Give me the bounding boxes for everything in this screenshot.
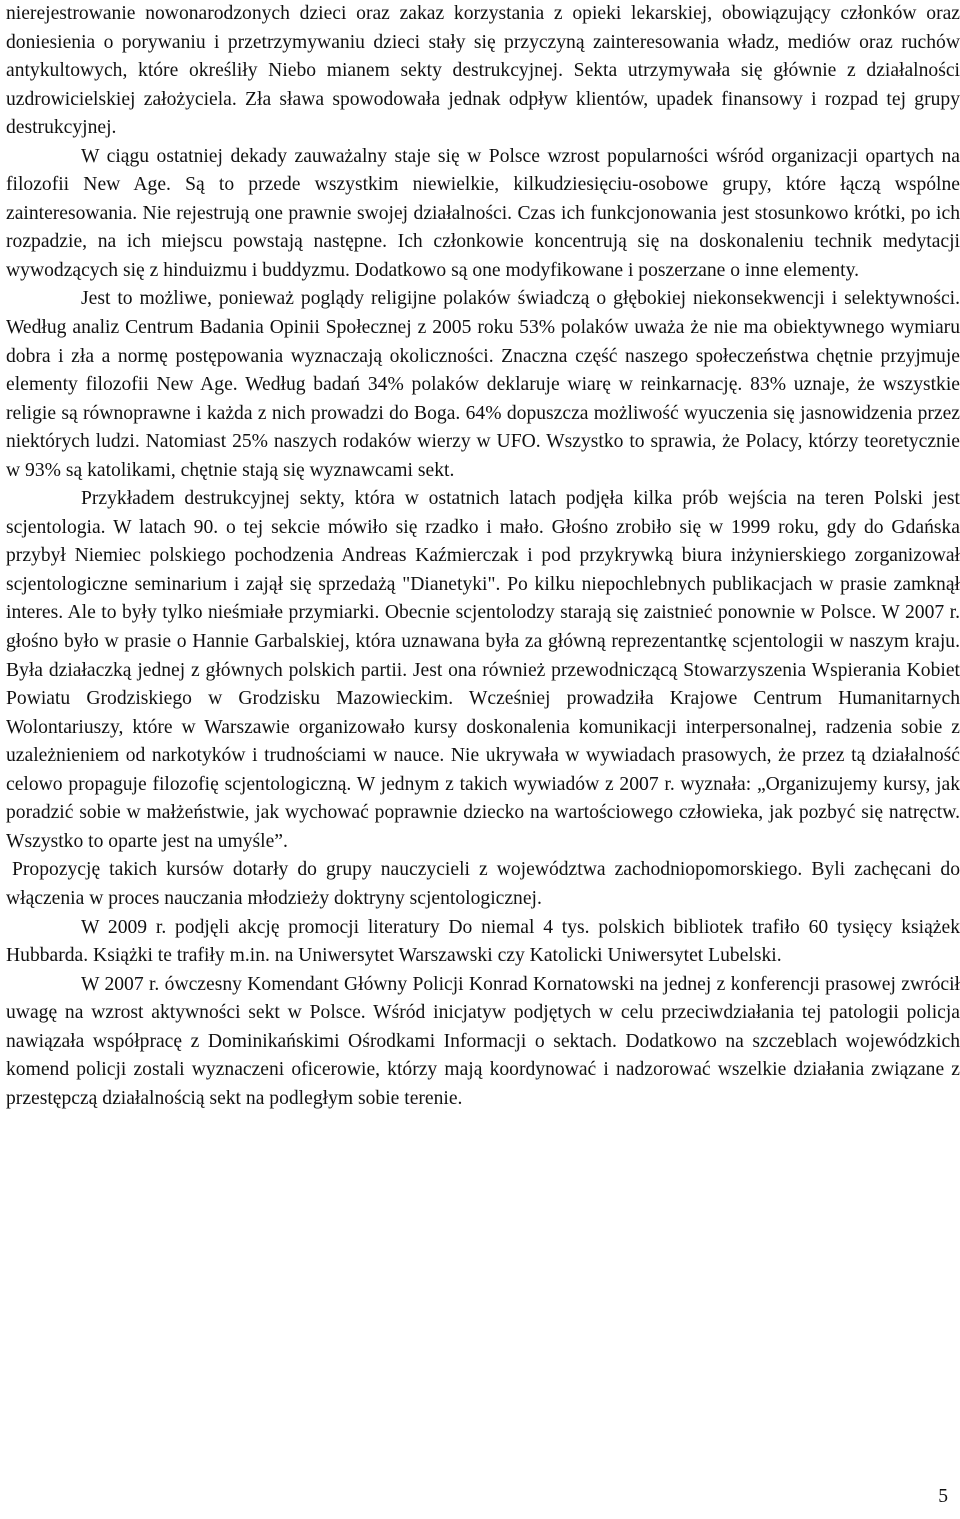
document-page [6, 0, 960, 1113]
paragraph-course-proposals: Propozycję takich kursów dotarły do grupy nauczycieli z województwa zachodniopomorskiego. Byli zachęcani do włączenia w proces nauczania młodzieży doktryny scjentologicznej. [6, 859, 960, 909]
paragraph-book-promotion: W 2009 r. podjęli akcję promocji literatury Do niemal 4 tys. polskich bibliotek trafiło 60 tysięcy książek Hubbarda. Książki te trafiły m.in. na Uniwersytet Warszawski czy Katolicki Uniwersytet Lubelski. [6, 916, 960, 967]
paragraph-new-age-groups: W ciągu ostatniej dekady zauważalny staje się w Polsce wzrost popularności wśród organizacji opartych na filozofii New Age. Są to przede wszystkim niewielkie, kilkudziesięciu-osobowe grupy, które łączą wspólne zainteresowania. Nie rejestrują one prawnie swojej działalności. Czas ich funkcjonowania jest stosunkowo krótki, po ich rozpadzie, na ich miejscu powstają następne. Ich członkowie koncentrują się na doskonaleniu technik medytacji wywodzących się z hinduizmu i buddyzmu. Dodatkowo są one modyfikowane i poszerzane o inne elementy. [6, 145, 960, 281]
page-number: 5 [938, 1486, 948, 1507]
paragraph-sect-heaven: nierejestrowanie nowonarodzonych dzieci oraz zakaz korzystania z opieki lekarskiej, obowiązujący członków oraz doniesienia o porywaniu i przetrzymywaniu dzieci stały się przyczyną zainteresowania władz, mediów oraz ruchów antykultowych, które określiły Niebo mianem sekty destrukcyjnej. Sekta utrzymywała się głównie z działalności uzdrowicielskiej założyciela. Zła sława spowodowała jednak odpływ klientów, upadek finansowy i rozpad tej grupy destrukcyjnej. [6, 3, 960, 139]
paragraph-scientology: Przykładem destrukcyjnej sekty, która w ostatnich latach podjęła kilka prób wejścia na teren Polski jest scjentologia. W latach 90. o tej sekcie mówiło się rzadko i mało. Głośno zrobiło się w 1999 roku, gdy do Gdańska przybył Niemiec polskiego pochodzenia Andreas Kaźmierczak i pod przykrywką biura inżynierskiego zorganizował scjentologiczne seminarium i zajął się sprzedażą "Dianetyki". Po kilku niepochlebnych publikacjach w prasie zamknął interes. Ale to były tylko nieśmiałe przymiarki. Obecnie scjentolodzy starają się zaistnieć ponownie w Polsce. W 2007 r. głośno było w prasie o Hannie Garbalskiej, która uznawana była za główną reprezentantkę scjentologii w naszym kraju. Była działaczką jednej z głównych polskich partii. Jest ona również przewodniczącą Stowarzyszenia Wspierania Kobiet Powiatu Grodziskiego w Grodzisku Mazowieckim. Wcześniej prowadziła Krajowe Centrum Humanitarnych Wolontariuszy, które w Warszawie organizowało kursy doskonalenia komunikacji interpersonalnej, radzenia sobie z uzależnieniem od narkotyków i trudnościami w nauce. Nie ukrywała w wywiadach prasowych, że przez tą działalność celowo propaguje filozofię scjentologiczną. W jednym z takich wywiadów z 2007 r. wyznała: „Organizujemy kursy, jak poradzić sobie w małżeństwie, jak wychować poprawnie dziecko na wartościowego człowieka, jak pozbyć się natręctw. Wszystko to oparte jest na umyśle”. [6, 488, 960, 852]
paragraph-religious-views: Jest to możliwe, ponieważ poglądy religijne polaków świadczą o głębokiej niekonsekwencji i selektywności. Według analiz Centrum Badania Opinii Społecznej z 2005 roku 53% polaków uważa że nie ma obiektywnego wymiaru dobra i zła a normę postępowania wyznaczają okoliczności. Znaczna część naszego społeczeństwa chętnie przyjmuje elementy filozofii New Age. Według badań 34% polaków deklaruje wiarę w reinkarnację. 83% uznaje, że wszystkie religie są równoprawne i każda z nich prowadzi do Boga. 64% dopuszcza możliwość wyuczenia się jasnowidzenia przez niektórych ludzi. Natomiast 25% naszych rodaków wierzy w UFO. Wszystko to sprawia, że Polacy, którzy teoretycznie w 93% są katolikami, chętnie stają się wyznawcami sekt. [6, 288, 960, 481]
paragraph-police-response: W 2007 r. ówczesny Komendant Główny Policji Konrad Kornatowski na jednej z konferencji prasowej zwrócił uwagę na wzrost aktywności sekt w Polsce. Wśród inicjatyw podjętych w celu przeciwdziałania tej patologii policja nawiązała współpracę z Dominikańskimi Ośrodkami Informacji o sektach. Dodatkowo na szczeblach wojewódzkich komend policji zostali wyznaczeni oficerowie, którzy mają koordynować i nadzorować wszelkie działania związane z przestępczą działalnością sekt na podległym sobie terenie. [6, 973, 960, 1109]
